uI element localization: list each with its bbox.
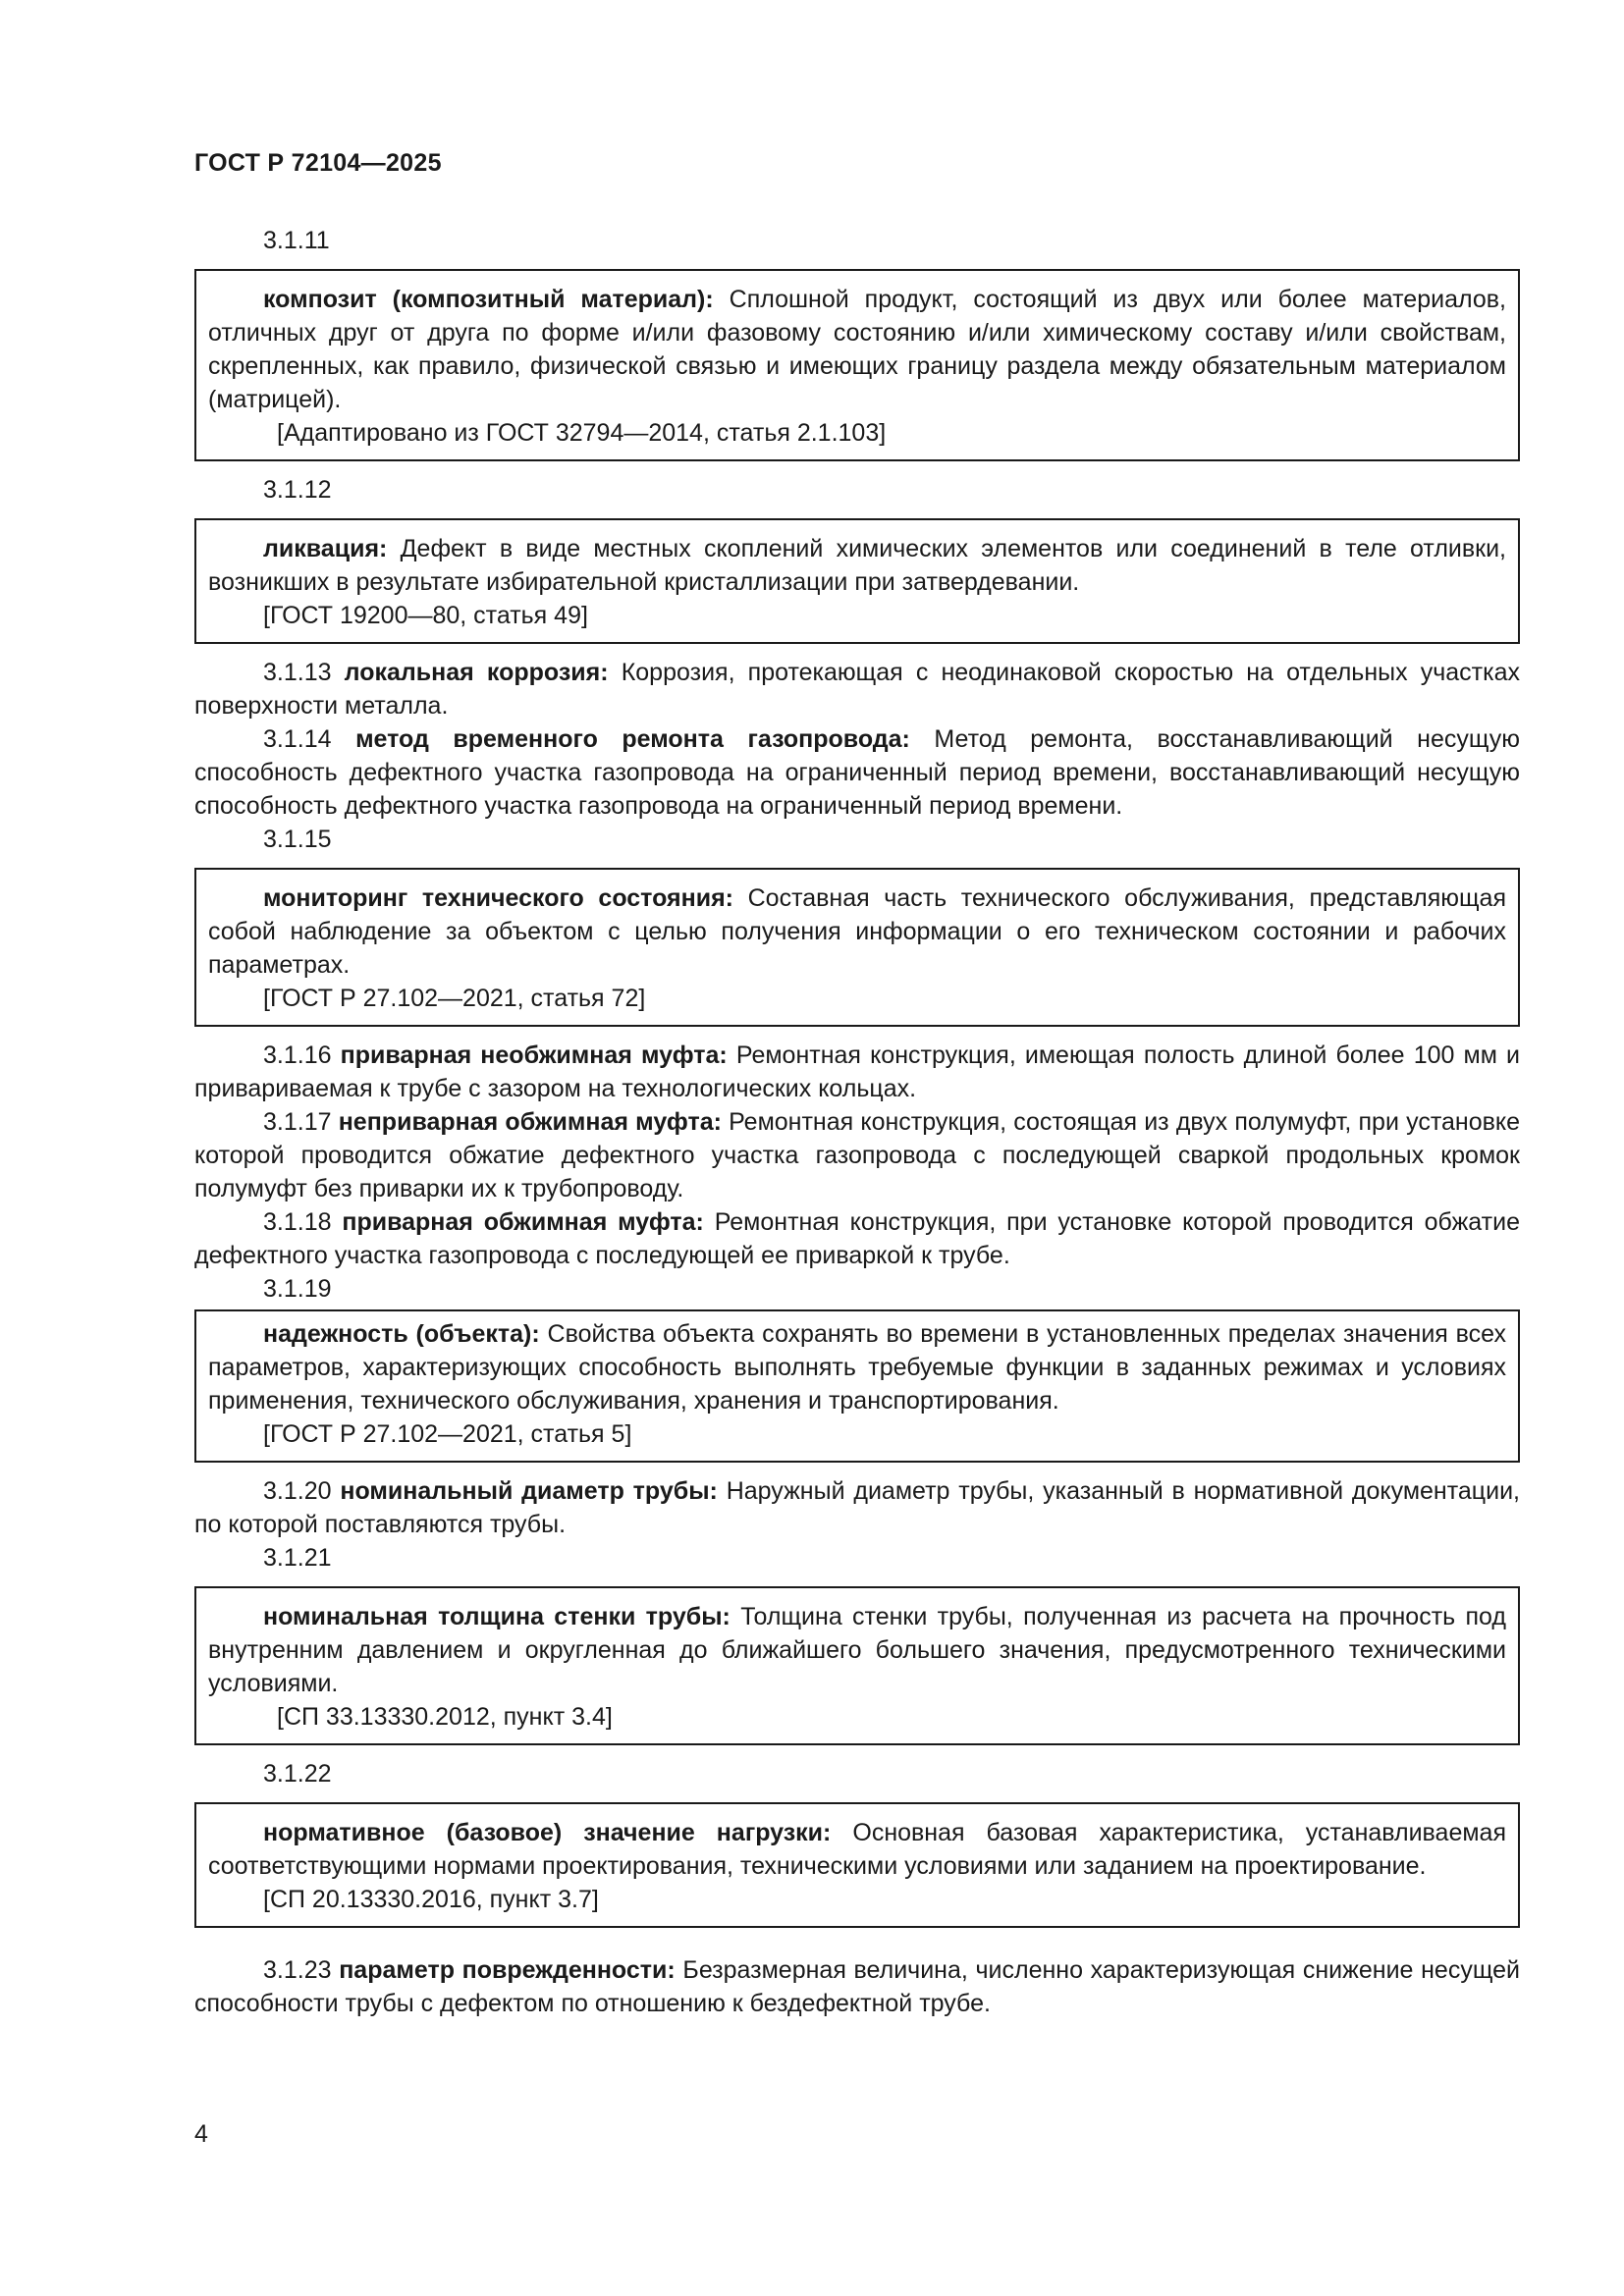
- term-text: Дефект в виде местных скоплений химических элементов или соединений в теле отливки, возникших в результате избирательной кристаллизации при затвердевании.: [208, 535, 1506, 596]
- term-number: 3.1.23: [263, 1956, 332, 1984]
- term-number: 3.1.15: [263, 826, 332, 853]
- term-number: 3.1.20: [263, 1477, 332, 1505]
- term-name: приварная обжимная муфта:: [342, 1208, 704, 1236]
- term-number: 3.1.16: [263, 1041, 332, 1069]
- term-name: нормативное (базовое) значение нагрузки:: [263, 1819, 832, 1846]
- term-text: Сплошной продукт, состоящий из двух или более материалов, отличных друг от друга по форме и/или фазовому состоянию и/или химическому составу и/или свойствам, скрепленных, как правило, физической связью и имеющих границу раздела между обязательным материалом (матрицей).: [208, 286, 1506, 413]
- term-paragraph: [194, 1953, 1520, 2020]
- term-box: [194, 868, 1520, 1027]
- term-paragraph: [194, 722, 1520, 823]
- term-definition: [208, 1317, 1506, 1417]
- term-number: 3.1.21: [263, 1544, 332, 1572]
- terms-section: [194, 224, 1520, 2020]
- term-source: [ГОСТ Р 27.102—2021, статья 72]: [263, 985, 646, 1012]
- term-number: 3.1.17: [263, 1108, 332, 1136]
- term-text: Основная базовая характеристика, устанавливаемая соответствующими нормами проектирования, техническими условиями или заданием на проектирование.: [208, 1819, 1506, 1880]
- term-text: Составная часть технического обслуживания, представляющая собой наблюдение за объектом с целью получения информации о его техническом состоянии и рабочих параметрах.: [208, 884, 1506, 979]
- term-name: номинальная толщина стенки трубы:: [263, 1603, 731, 1630]
- term-box: [194, 518, 1520, 644]
- term-text: Ремонтная конструкция, состоящая из двух полумуфт, при установке которой проводится обжатие дефектного участка газопровода с последующей сваркой продольных кромок полумуфт без приварки их к трубопроводу.: [194, 1108, 1521, 1202]
- term-name: надежность (объекта):: [263, 1320, 540, 1348]
- term-number: 3.1.14: [263, 725, 332, 753]
- term-number: 3.1.19: [263, 1275, 332, 1303]
- term-definition: [208, 1816, 1506, 1883]
- term-paragraph: [194, 1105, 1520, 1205]
- term-paragraph: [194, 1474, 1520, 1541]
- term-text: Ремонтная конструкция, имеющая полость длиной более 100 мм и привариваемая к трубе с зазором на технологических кольцах.: [194, 1041, 1520, 1102]
- term-source: [ГОСТ Р 27.102—2021, статья 5]: [263, 1420, 632, 1448]
- term-name: неприварная обжимная муфта:: [338, 1108, 722, 1136]
- term-paragraph: [194, 656, 1520, 722]
- term-name: ликвация:: [263, 535, 388, 562]
- term-name: номинальный диаметр трубы:: [340, 1477, 718, 1505]
- term-name: композит (композитный материал):: [263, 286, 714, 313]
- term-source: [Адаптировано из ГОСТ 32794—2014, статья 2.1.103]: [277, 419, 887, 447]
- term-number: 3.1.18: [263, 1208, 332, 1236]
- term-number: 3.1.22: [263, 1760, 332, 1788]
- term-paragraph: [194, 1205, 1520, 1272]
- term-box: [194, 1802, 1520, 1928]
- term-box: [194, 1586, 1520, 1745]
- term-text: Ремонтная конструкция, при установке которой проводится обжатие дефектного участка газопровода с последующей ее приваркой к трубе.: [194, 1208, 1520, 1269]
- term-box: [194, 1309, 1520, 1463]
- term-definition: [208, 283, 1506, 416]
- term-definition: [208, 881, 1506, 982]
- term-source: [СП 33.13330.2012, пункт 3.4]: [277, 1703, 613, 1731]
- term-text: Толщина стенки трубы, полученная из расчета на прочность под внутренним давлением и округленная до ближайшего большего значения, предусмотренного техническими условиями.: [208, 1603, 1506, 1697]
- term-definition: [208, 1600, 1506, 1700]
- document-header: ГОСТ Р 72104—2025: [194, 149, 442, 177]
- term-number: 3.1.11: [263, 227, 330, 254]
- term-text: Метод ремонта, восстанавливающий несущую способность дефектного участка газопровода на ограниченный период времени, восстанавливающий несущую способность дефектного участка газопровода на ограниченный период времени.: [194, 725, 1520, 820]
- term-text: Свойства объекта сохранять во времени в установленных пределах значения всех параметров, характеризующих способность выполнять требуемые функции в заданных режимах и условиях применения, технического обслуживания, хранения и транспортирования.: [208, 1320, 1506, 1415]
- term-text: Безразмерная величина, численно характеризующая снижение несущей способности трубы с дефектом по отношению к бездефектной трубе.: [194, 1956, 1520, 2017]
- term-source: [СП 20.13330.2016, пункт 3.7]: [263, 1886, 599, 1913]
- term-text: Коррозия, протекающая с неодинаковой скоростью на отдельных участках поверхности металла.: [194, 659, 1521, 720]
- term-name: локальная коррозия:: [344, 659, 609, 686]
- term-name: метод временного ремонта газопровода:: [355, 725, 910, 753]
- term-name: приварная необжимная муфта:: [340, 1041, 728, 1069]
- term-text: Наружный диаметр трубы, указанный в нормативной документации, по которой поставляются трубы.: [194, 1477, 1521, 1538]
- page-number: 4: [194, 2120, 208, 2148]
- term-number: 3.1.12: [263, 476, 332, 504]
- term-number: 3.1.13: [263, 659, 332, 686]
- term-name: мониторинг технического состояния:: [263, 884, 733, 912]
- term-definition: [208, 532, 1506, 599]
- term-source: [ГОСТ 19200—80, статья 49]: [263, 602, 588, 629]
- term-box: [194, 269, 1520, 461]
- term-name: параметр поврежденности:: [339, 1956, 676, 1984]
- term-paragraph: [194, 1039, 1520, 1105]
